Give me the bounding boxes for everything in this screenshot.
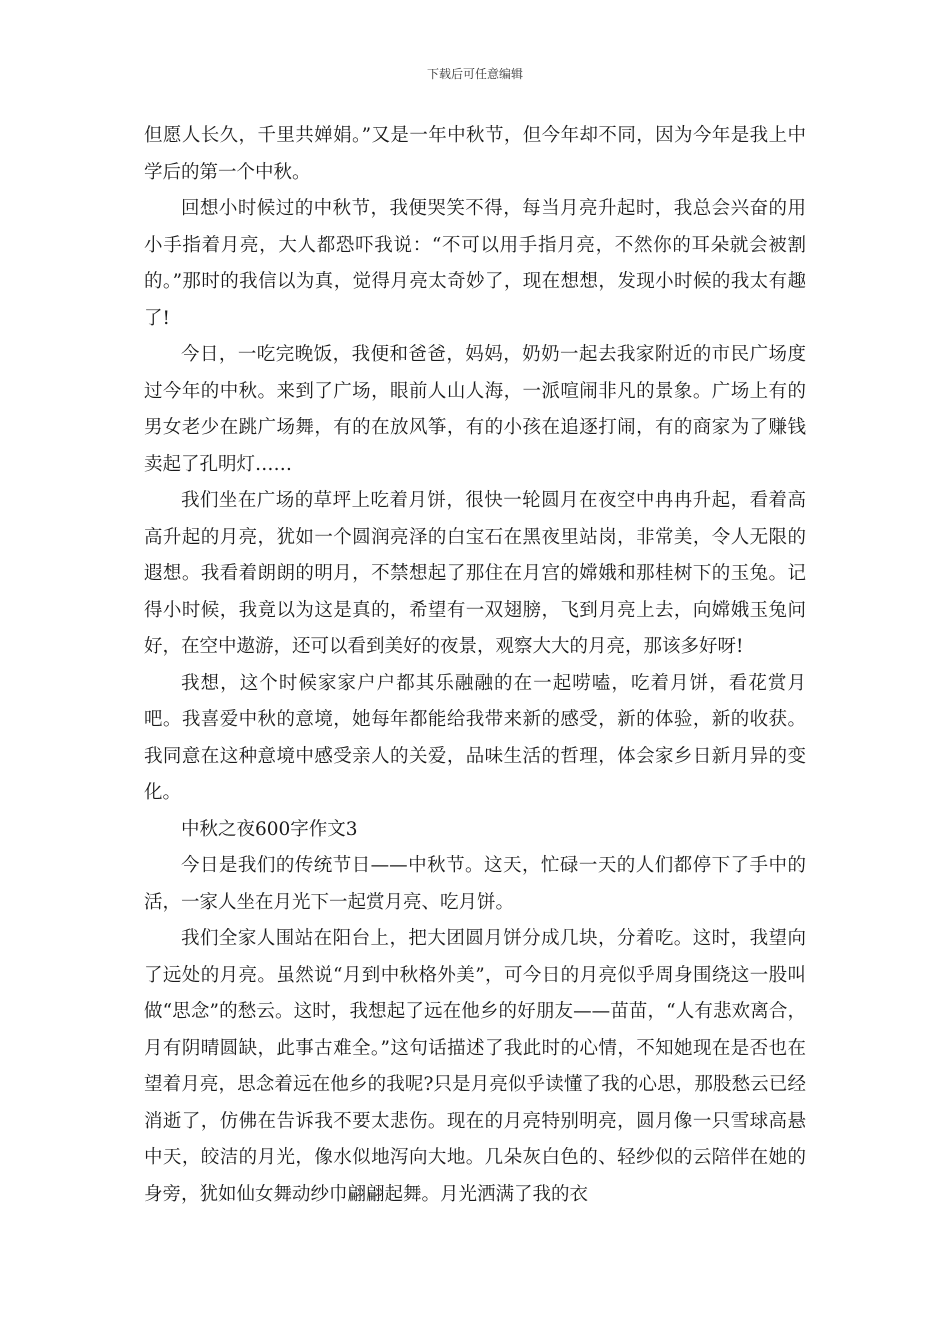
section-heading: 中秋之夜600字作文3 [181, 818, 358, 840]
paragraph: 我们全家人围站在阳台上，把大团圆月饼分成几块，分着吃。这时，我望向了远处的月亮。虽然说“月到中秋格外美”，可今日的月亮似乎周身围绕这一股叫做“思念”的愁云。这时，我想起了远在他乡的好朋友——苗苗，“人有悲欢离合，月有阴晴圆缺，此事古难全。”这句话描述了我此时的心情，不知她现在是否也在望着月亮，思念着远在他乡的我呢?只是月亮似乎读懂了我的心思，那股愁云已经消逝了，仿佛在告诉我不要太悲伤。现在的月亮特别明亮，圆月像一只雪球高悬中天，皎洁的月光，像水似地泻向大地。几朵灰白色的、轻纱似的云陪伴在她的身旁，犹如仙女舞动纱巾翩翩起舞。月光洒满了我的衣 [144, 928, 806, 1205]
paragraph: 今日，一吃完晚饭，我便和爸爸，妈妈，奶奶一起去我家附近的市民广场度过今年的中秋。来到了广场，眼前人山人海，一派喧闹非凡的景象。广场上有的男女老少在跳广场舞，有的在放风筝，有的小孩在追逐打闹，有的商家为了赚钱卖起了孔明灯…… [144, 344, 806, 475]
paragraph: 回想小时候过的中秋节，我便哭笑不得，每当月亮升起时，我总会兴奋的用小手指着月亮，大人都恐吓我说：“不可以用手指月亮，不然你的耳朵就会被割的。”那时的我信以为真，觉得月亮太奇妙了，现在想想，发现小时候的我太有趣了! [144, 198, 806, 329]
paragraph: 今日是我们的传统节日——中秋节。这天，忙碌一天的人们都停下了手中的活，一家人坐在月光下一起赏月亮、吃月饼。 [144, 855, 806, 913]
paragraph: 我们坐在广场的草坪上吃着月饼，很快一轮圆月在夜空中冉冉升起，看着高高升起的月亮，犹如一个圆润亮泽的白宝石在黑夜里站岗，非常美，令人无限的遐想。我看着朗朗的明月，不禁想起了那住在月宫的嫦娥和那桂树下的玉兔。记得小时候，我竟以为这是真的，希望有一双翅膀，飞到月亮上去，向嫦娥玉兔问好，在空中遨游，还可以看到美好的夜景，观察大大的月亮，那该多好呀! [144, 490, 806, 657]
paragraph: 我想，这个时候家家户户都其乐融融的在一起唠嗑，吃着月饼，看花赏月吧。我喜爱中秋的意境，她每年都能给我带来新的感受，新的体验，新的收获。我同意在这种意境中感受亲人的关爱，品味生活的哲理，体会家乡日新月异的变化。 [144, 672, 806, 803]
page-header: 下载后可任意编辑 [426, 67, 523, 81]
document-body [144, 118, 806, 1213]
paragraph: 但愿人长久，千里共婵娟。”又是一年中秋节，但今年却不同，因为今年是我上中学后的第一个中秋。 [144, 125, 806, 183]
